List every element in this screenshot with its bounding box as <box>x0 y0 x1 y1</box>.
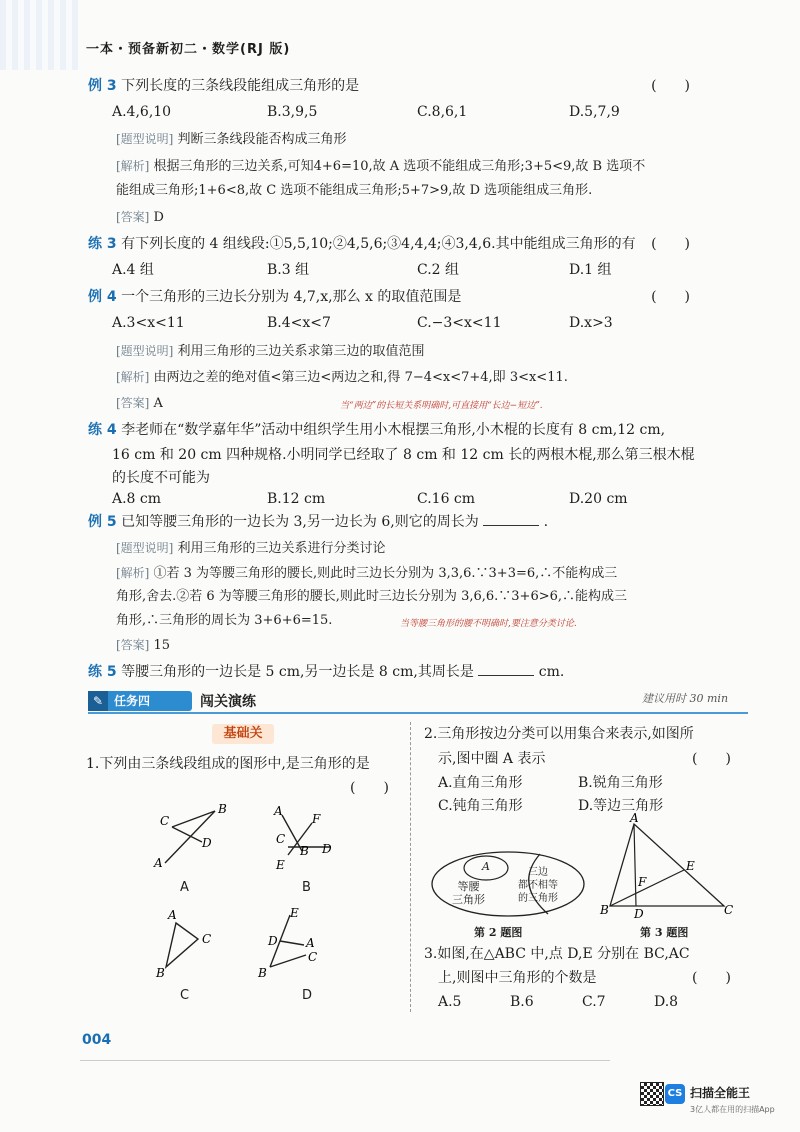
svg-text:A: A <box>274 804 283 818</box>
example-5-type <box>116 537 386 560</box>
practice-4-line-3: 的长度不可能为 <box>112 470 210 486</box>
svg-text:B: B <box>600 903 609 917</box>
option-a: A.4 组 <box>112 262 154 278</box>
practice-4-options <box>112 487 628 511</box>
example-4-options <box>112 311 613 335</box>
type-text: 判断三条线段能否构成三角形 <box>177 132 347 147</box>
figure-b <box>273 804 332 872</box>
svg-text:D: D <box>202 836 212 850</box>
practice-4-line-2: 16 cm 和 20 cm 四种规格.小明同学已经取了 8 cm 和 12 cm 长的两根木棍,那么第三根木棍 <box>112 447 695 463</box>
option-b: B.4<x<7 <box>267 315 331 331</box>
footer-rule <box>80 1060 610 1061</box>
handwritten-note: 当“两边”的长短关系明确时,可直接用“长边−短边”. <box>340 401 543 411</box>
figure-2-caption: 第 2 题图 <box>474 926 523 939</box>
figure-d <box>257 906 317 980</box>
question-2-line-1: 2.三角形按边分类可以用集合来表示,如图所 <box>424 726 694 742</box>
answer-paren: ( ) <box>651 78 690 94</box>
svg-text:B: B <box>218 802 227 816</box>
practice-3-options <box>112 258 612 282</box>
practice-4-line-1: 李老师在“数学嘉年华”活动中组织学生用小木棍摆三角形,小木棍的长度有 8 cm,12 cm, <box>121 422 666 438</box>
set-isosceles-label: 等腰 三角形 <box>452 880 485 906</box>
scanner-logo-icon: CS <box>665 1084 685 1104</box>
figure-d-label: D <box>302 988 313 1003</box>
set-a-label: A <box>482 860 490 873</box>
question-3-line-2: 上,则图中三角形的个数是 <box>438 970 597 986</box>
practice-5 <box>88 660 564 684</box>
option-c: C.−3<x<11 <box>417 315 502 331</box>
suggested-time: 建议用时 30 min <box>642 692 729 705</box>
figure-3-triangle <box>596 812 746 924</box>
option-b: B.3 组 <box>267 262 310 278</box>
example-3 <box>88 74 748 98</box>
answer-value: D <box>153 210 164 225</box>
question-1: 1.下列由三条线段组成的图形中,是三角形的是 <box>86 756 370 772</box>
example-3-answer <box>116 206 164 229</box>
option-a: A.4,6,10 <box>112 104 172 120</box>
practice-3 <box>88 232 748 256</box>
option-a: A.8 cm <box>112 491 162 507</box>
example-4-analysis <box>116 366 568 389</box>
example-3-type <box>116 128 347 151</box>
figure-a-label: A <box>180 880 189 895</box>
type-text: 利用三角形的三边关系进行分类讨论 <box>177 541 386 556</box>
question-2-line-2: 示,图中圈 A 表示 <box>438 751 546 767</box>
analysis-line-1: 根据三角形的三边关系,可知4+6=10,故 A 选项不能组成三角形;3+5<9,故 B 选项不 <box>153 159 646 174</box>
option-d: D.1 组 <box>569 262 612 278</box>
answer-blank <box>478 663 534 676</box>
svg-text:D: D <box>634 907 644 921</box>
example-5-question: 已知等腰三角形的一边长为 3,另一边长为 6,则它的周长为 <box>121 514 479 530</box>
svg-text:F: F <box>638 875 647 889</box>
type-label: [题型说明] <box>116 541 174 555</box>
analysis-label: [解析] <box>116 370 150 384</box>
set-scalene-label: 三边 都不相等 的三角形 <box>518 867 558 904</box>
section-badge-label: 任务四 <box>114 694 151 708</box>
section-rule <box>88 712 748 714</box>
svg-text:A: A <box>168 908 177 922</box>
question-3-options <box>438 990 678 1014</box>
section-badge <box>88 691 192 711</box>
option-b: B.6 <box>510 994 534 1010</box>
example-4-tag: 例 4 <box>88 289 117 305</box>
option-c: C.8,6,1 <box>417 104 468 120</box>
option-a: A.5 <box>438 994 462 1010</box>
analysis-line-1: ①若 3 为等腰三角形的腰长,则此时三边长分别为 3,3,6.∵3+3=6,∴不能构成三 <box>153 566 618 581</box>
example-3-analysis-2: 能组成三角形;1+6<8,故 C 选项不能组成三角形;5+7>9,故 D 选项能组成三角形. <box>116 183 593 198</box>
section-icon: ✎ <box>88 691 108 711</box>
option-d: D.x>3 <box>569 315 613 331</box>
svg-text:E: E <box>290 906 299 920</box>
answer-value: 15 <box>153 638 171 653</box>
figure-b-label: B <box>302 880 311 895</box>
option-d: D.5,7,9 <box>569 104 620 120</box>
answer-paren: ( ) <box>651 236 690 252</box>
svg-text:C: C <box>724 903 734 917</box>
answer-blank <box>483 513 539 526</box>
analysis-line-1: 由两边之差的绝对值<第三边<两边之和,得 7−4<x<7+4,即 3<x<11. <box>153 370 568 385</box>
example-5-analysis <box>116 562 756 585</box>
svg-text:D: D <box>268 934 278 948</box>
handwritten-note: 当等腰三角形的腰不明确时,要注意分类讨论. <box>400 619 577 629</box>
svg-text:A: A <box>154 856 163 870</box>
example-3-question: 下列长度的三条线段能组成三角形的是 <box>121 78 360 94</box>
page-header: 一本・预备新初二・数学(RJ 版) <box>86 42 291 57</box>
practice-3-tag: 练 3 <box>88 236 117 252</box>
option-a: A.3<x<11 <box>112 315 185 331</box>
option-c: C.16 cm <box>417 491 476 507</box>
example-3-analysis <box>116 155 756 178</box>
example-5-answer <box>116 634 170 657</box>
answer-paren: ( ) <box>692 970 731 986</box>
example-3-tag: 例 3 <box>88 78 117 94</box>
figure-c-label: C <box>180 988 190 1003</box>
answer-label: [答案] <box>116 396 150 410</box>
practice-4-tag: 练 4 <box>88 422 117 438</box>
option-a: A.直角三角形 <box>438 775 523 791</box>
practice-5-unit: cm. <box>538 664 565 680</box>
answer-label: [答案] <box>116 210 150 224</box>
svg-text:A: A <box>306 936 315 950</box>
svg-text:E: E <box>686 859 695 873</box>
header-decoration <box>0 0 78 70</box>
option-c: C.2 组 <box>417 262 460 278</box>
example-4-question: 一个三角形的三边长分别为 4,7,x,那么 x 的取值范围是 <box>121 289 462 305</box>
svg-text:B: B <box>156 966 165 980</box>
watermark-title: 扫描全能王 <box>690 1086 751 1100</box>
svg-text:C: C <box>160 814 170 828</box>
svg-text:E: E <box>276 858 285 872</box>
svg-text:A: A <box>630 812 639 825</box>
analysis-label: [解析] <box>116 159 150 173</box>
page-number: 004 <box>82 1032 112 1048</box>
option-b: B.3,9,5 <box>267 104 318 120</box>
qr-code-icon <box>640 1082 664 1106</box>
svg-text:B: B <box>300 844 309 858</box>
type-label: [题型说明] <box>116 344 174 358</box>
example-5 <box>88 510 548 534</box>
answer-paren: ( ) <box>692 751 731 767</box>
option-c: C.7 <box>582 994 606 1010</box>
type-text: 利用三角形的三边关系求第三边的取值范围 <box>177 344 425 359</box>
practice-5-question: 等腰三角形的一边长是 5 cm,另一边长是 8 cm,其周长是 <box>121 664 474 680</box>
svg-text:F: F <box>312 812 321 826</box>
option-d: D.8 <box>654 994 679 1010</box>
option-b: B.锐角三角形 <box>578 775 663 791</box>
example-4-answer <box>116 392 163 415</box>
example-5-tag: 例 5 <box>88 514 117 530</box>
figure-a <box>153 802 227 870</box>
example-3-options <box>112 100 620 124</box>
watermark-subtitle: 3亿人都在用的扫描App <box>690 1105 775 1114</box>
practice-5-tag: 练 5 <box>88 664 117 680</box>
type-label: [题型说明] <box>116 132 174 146</box>
svg-text:B: B <box>258 966 267 980</box>
analysis-label: [解析] <box>116 566 150 580</box>
svg-text:C: C <box>308 950 318 964</box>
svg-text:C: C <box>202 932 212 946</box>
example-4-type <box>116 340 425 363</box>
option-d: D.等边三角形 <box>578 798 664 814</box>
example-5-analysis-3: 角形,∴三角形的周长为 3+6+6=15. <box>116 613 333 628</box>
answer-value: A <box>153 396 163 411</box>
practice-3-question: 有下列长度的 4 组线段:①5,5,10;②4,5,6;③4,4,4;④3,4,6.其中能组成三角形的有 <box>121 236 636 252</box>
answer-paren: ( ) <box>350 780 389 796</box>
option-d: D.20 cm <box>569 491 628 507</box>
question-1-figures <box>90 795 390 1025</box>
option-c: C.钝角三角形 <box>438 798 523 814</box>
figure-3-caption: 第 3 题图 <box>640 926 689 939</box>
answer-paren: ( ) <box>651 289 690 305</box>
svg-text:D: D <box>322 842 332 856</box>
column-divider <box>410 722 411 1012</box>
svg-text:C: C <box>276 832 286 846</box>
option-b: B.12 cm <box>267 491 326 507</box>
question-3-line-1: 3.如图,在△ABC 中,点 D,E 分别在 BC,AC <box>424 946 690 962</box>
level-tag: 基础关 <box>212 724 274 744</box>
answer-label: [答案] <box>116 638 150 652</box>
section-title: 闯关演练 <box>200 694 256 710</box>
example-5-end: . <box>543 514 549 530</box>
example-5-analysis-2: 角形,舍去.②若 6 为等腰三角形的腰长,则此时三边长分别为 3,6,6.∵3+6>6,∴能构成三 <box>116 589 628 604</box>
figure-c <box>155 908 211 980</box>
practice-4 <box>88 418 758 442</box>
example-4 <box>88 285 748 309</box>
